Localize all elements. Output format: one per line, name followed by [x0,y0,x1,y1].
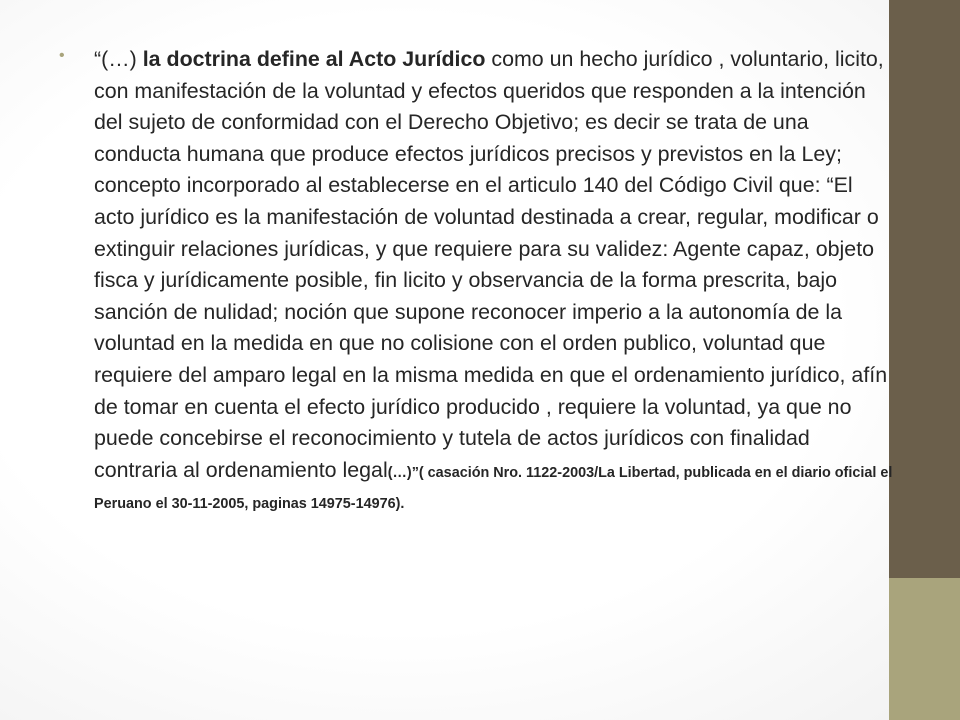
quote-open: “(…) [94,47,143,71]
body-text: como un hecho jurídico , voluntario, licito, con manifestación de la voluntad y efectos queridos que responden a la intención del sujeto de conformidad con el Derecho Objetivo; es decir se trata de una conducta humana que produce efectos jurídicos precisos y previstos en la Ley; concepto incorporado al establecerse en el articulo 140 del Código Civil que: “El acto jurídico es la manifestación de voluntad destinada a crear, regular, modificar o extinguir relaciones jurídicas, y que requiere para su validez: Agente capaz, objeto fisca y jurídicamente posible, fin licito y observancia de la forma prescrita, bajo sanción de nulidad; noción que supone reconocer imperio a la autonomía de la voluntad en la medida en que no colisione con el orden publico, voluntad que requiere del amparo legal en la misma medida en que el ordenamiento jurídico, afín de tomar en cuenta el efecto jurídico producido , requiere la voluntad, ya que no puede concebirse el reconocimiento y tutela de actos jurídicos con finalidad contraria al ordenamiento legal [94,47,888,482]
citation-text: (…)”( casación Nro. 1122-2003/La Libertad, publicada en el diario oficial el Peruano el 30-11-2005, paginas 14975-14976). [94,464,893,513]
sidebar-light-band [889,578,960,720]
slide-content [59,44,898,518]
quote-paragraph [70,44,898,518]
bullet-icon: • [59,47,65,64]
sidebar-dark-band [889,0,960,578]
bold-lead-text: la doctrina define al Acto Jurídico [142,47,486,71]
